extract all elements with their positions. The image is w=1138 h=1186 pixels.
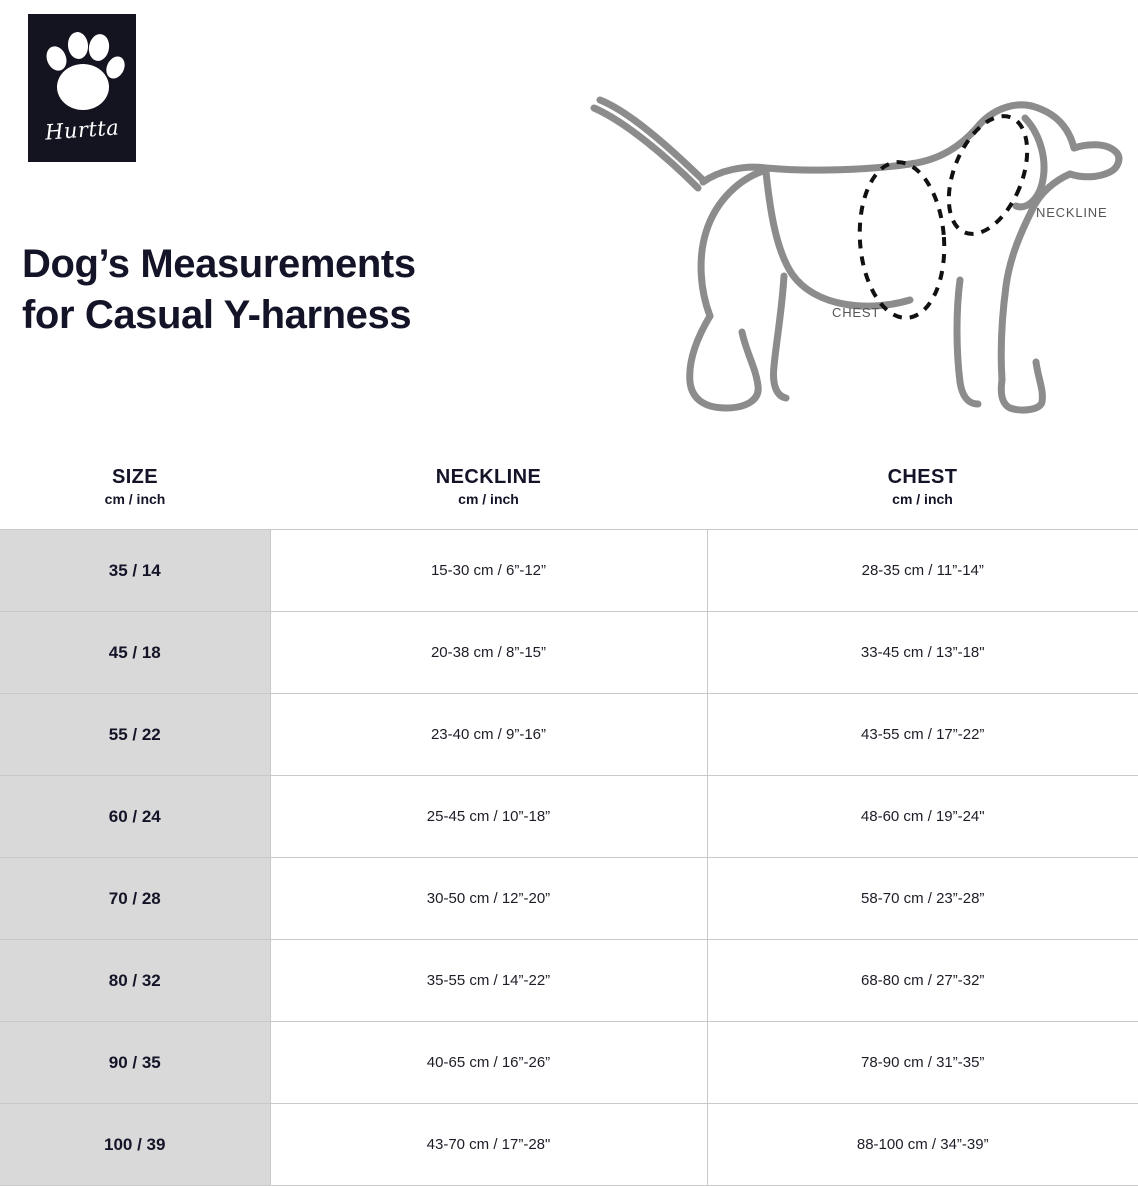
dog-measurement-diagram — [570, 60, 1130, 440]
cell-neckline: 23-40 cm / 9”-16” — [270, 694, 707, 776]
brand-logo — [28, 14, 136, 162]
chest-label: CHEST — [832, 305, 881, 320]
table-row — [0, 694, 1138, 776]
cell-neckline: 15-30 cm / 6”-12” — [270, 530, 707, 612]
table-row — [0, 530, 1138, 612]
cell-size: 60 / 24 — [0, 776, 270, 858]
cell-size: 70 / 28 — [0, 858, 270, 940]
dog-outline-icon — [570, 60, 1130, 440]
table-row — [0, 858, 1138, 940]
cell-size: 35 / 14 — [0, 530, 270, 612]
cell-size: 80 / 32 — [0, 940, 270, 1022]
cell-neckline: 25-45 cm / 10”-18” — [270, 776, 707, 858]
page-title — [22, 239, 622, 341]
cell-size: 45 / 18 — [0, 612, 270, 694]
paw-icon — [41, 24, 123, 116]
brand-name: Hurtta — [44, 115, 120, 145]
cell-neckline: 40-65 cm / 16”-26” — [270, 1022, 707, 1104]
page-title-line1: Dog’s Measurements — [22, 241, 416, 286]
cell-chest: 48-60 cm / 19”-24" — [707, 776, 1138, 858]
table-row — [0, 776, 1138, 858]
cell-chest: 43-55 cm / 17”-22” — [707, 694, 1138, 776]
size-table — [0, 452, 1138, 1186]
column-header-chest: CHEST cm / inch — [707, 452, 1138, 530]
cell-neckline: 30-50 cm / 12”-20” — [270, 858, 707, 940]
page-title-line2: for Casual Y-harness — [22, 292, 412, 337]
cell-chest: 33-45 cm / 13”-18" — [707, 612, 1138, 694]
table-row — [0, 1022, 1138, 1104]
column-header-size: SIZE cm / inch — [0, 452, 270, 530]
cell-chest: 58-70 cm / 23”-28” — [707, 858, 1138, 940]
cell-size: 100 / 39 — [0, 1104, 270, 1186]
cell-chest: 78-90 cm / 31”-35” — [707, 1022, 1138, 1104]
cell-size: 90 / 35 — [0, 1022, 270, 1104]
cell-neckline: 20-38 cm / 8”-15” — [270, 612, 707, 694]
cell-size: 55 / 22 — [0, 694, 270, 776]
cell-neckline: 43-70 cm / 17”-28" — [270, 1104, 707, 1186]
neckline-label: NECKLINE — [1036, 205, 1108, 220]
cell-neckline: 35-55 cm / 14”-22” — [270, 940, 707, 1022]
column-header-neckline: NECKLINE cm / inch — [270, 452, 707, 530]
cell-chest: 68-80 cm / 27”-32” — [707, 940, 1138, 1022]
table-header-row — [0, 452, 1138, 530]
chest-measure-line — [855, 159, 950, 320]
size-chart — [0, 452, 1138, 1186]
table-row — [0, 1104, 1138, 1186]
table-row — [0, 612, 1138, 694]
cell-chest: 28-35 cm / 11”-14” — [707, 530, 1138, 612]
table-row — [0, 940, 1138, 1022]
cell-chest: 88-100 cm / 34”-39” — [707, 1104, 1138, 1186]
